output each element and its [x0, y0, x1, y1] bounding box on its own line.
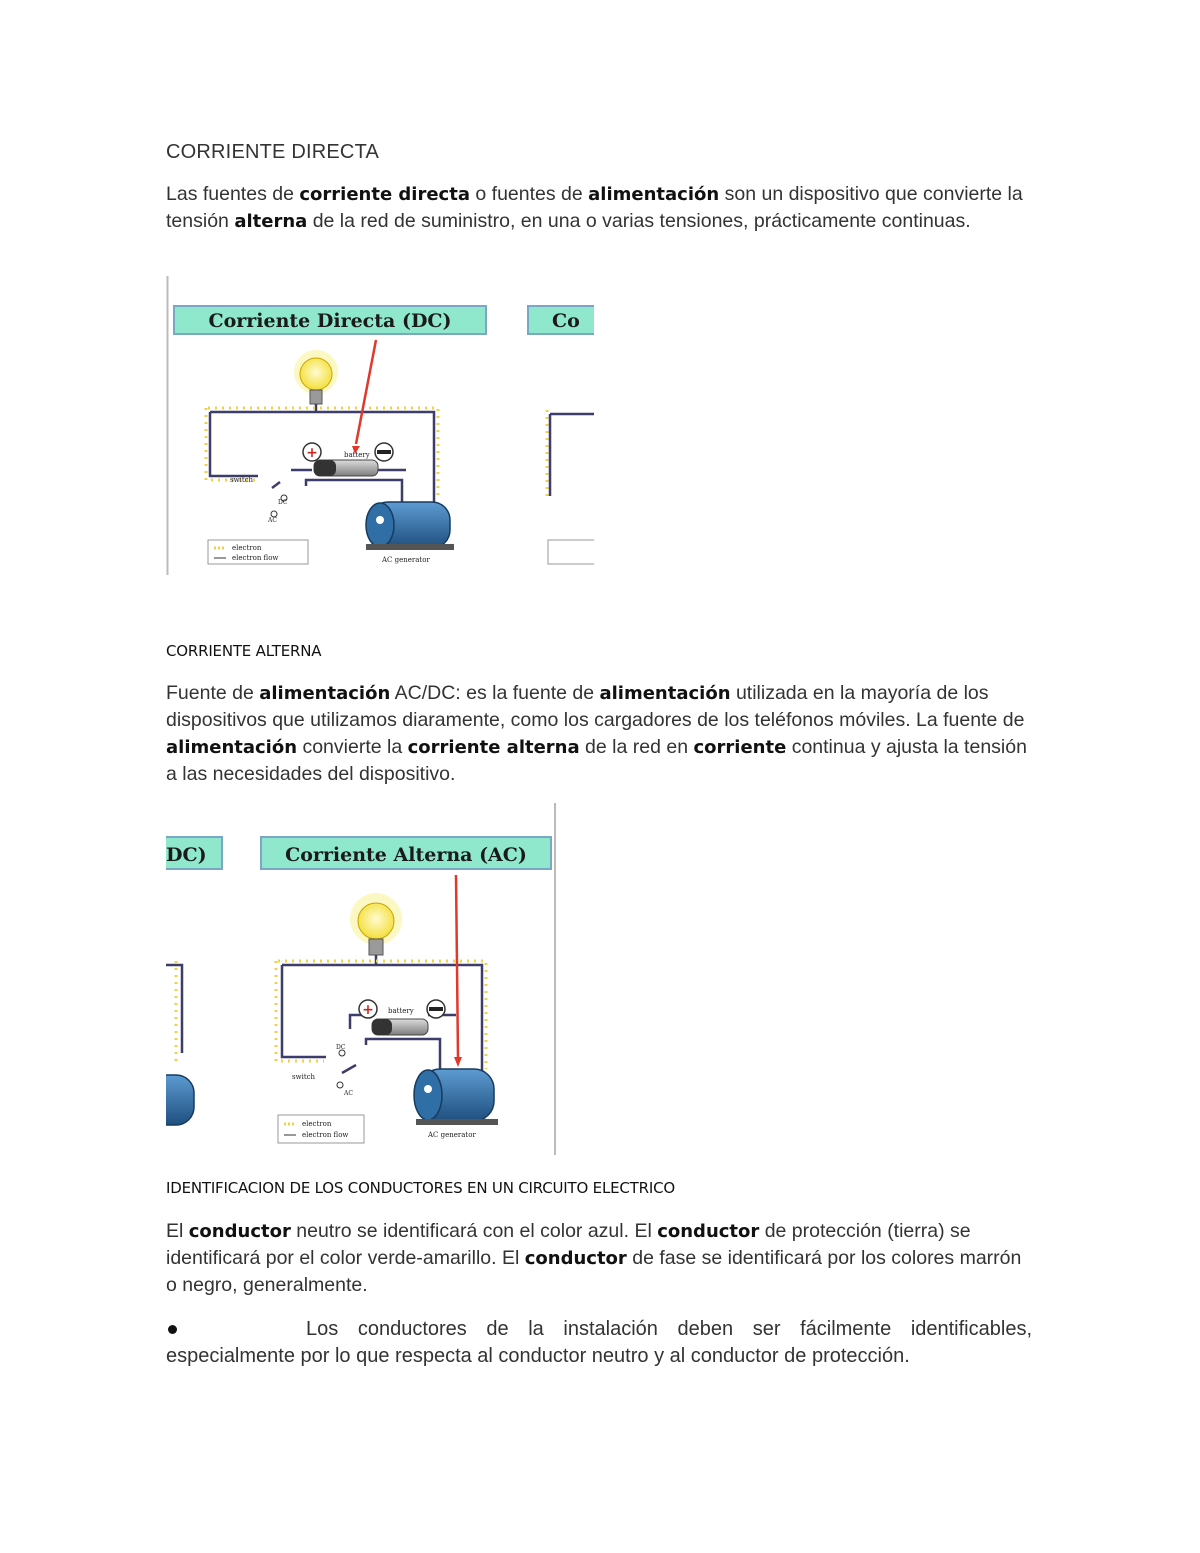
paragraph-conductors [166, 1218, 1036, 1299]
svg-text:electron flow: electron flow [232, 554, 279, 562]
bold-term: conductor [657, 1221, 760, 1242]
lightbulb-icon [294, 350, 338, 404]
bold-term: alimentación [259, 683, 391, 704]
text-run: son un dispositivo que convierte la tensión [166, 183, 1023, 232]
text-run: utilizada en la mayoría de los dispositivos que utilizamos diaramente, como los cargadores de los teléfonos móviles. La fuente de [166, 682, 1025, 731]
svg-text:electron: electron [302, 1120, 332, 1128]
svg-text:AC: AC [268, 517, 277, 524]
cut-panel [166, 961, 194, 1125]
generator-icon [366, 502, 454, 564]
section-title-ac: CORRIENTE ALTERNA [166, 642, 322, 660]
bold-term: corriente [693, 737, 787, 758]
arrow-indicator [352, 340, 376, 454]
text-run: Fuente de [166, 682, 260, 704]
paragraph-ac [166, 680, 1036, 788]
banner-ac-cut [528, 306, 594, 334]
generator-label: AC generator [428, 1131, 476, 1139]
bold-term: alimentación [599, 683, 731, 704]
bullet-item [166, 1316, 1032, 1370]
text-run: de fase se identificará por los colores marrón o negro, generalmente. [166, 1247, 1022, 1296]
banner-ac [261, 837, 551, 869]
battery-label: battery [344, 451, 370, 459]
paragraph-dc [166, 181, 1036, 235]
figure-dc-circuit [166, 276, 594, 575]
svg-text:AC: AC [344, 1090, 353, 1097]
banner-dc-text: Corriente Directa (DC) [208, 310, 452, 332]
banner-dc-cut-text: DC) [166, 844, 207, 866]
text-run: de protección (tierra) se identificará por el color verde-amarillo. El [166, 1220, 971, 1269]
switch-label: switch [230, 476, 254, 484]
bold-term: alimentación [588, 184, 720, 205]
svg-text:electron flow: electron flow [302, 1131, 349, 1139]
text-run: El [166, 1220, 189, 1242]
svg-text:+: + [362, 1002, 374, 1018]
lightbulb-icon [350, 893, 402, 955]
generator-label: AC generator [382, 556, 430, 564]
figure-ac-circuit [166, 803, 558, 1155]
section-title-conductors: IDENTIFICACION DE LOS CONDUCTORES EN UN CIRCUITO ELECTRICO [166, 1179, 675, 1197]
text-run: o fuentes de [469, 183, 589, 205]
section-title-dc: CORRIENTE DIRECTA [166, 141, 380, 163]
text-run: de la red en [579, 736, 694, 758]
text-run: continua y ajusta la tensión a las necesidades del dispositivo. [166, 736, 1027, 785]
text-run: AC/DC: es la fuente de [390, 682, 600, 704]
circuit-wires [282, 955, 482, 1073]
ac-circuit-diagram [166, 803, 558, 1155]
circuit-wires [210, 404, 434, 508]
bold-term: corriente alterna [407, 737, 580, 758]
switch-label: switch [292, 1073, 316, 1081]
text-run: neutro se identificará con el color azul. El [290, 1220, 658, 1242]
svg-text:+: + [306, 445, 318, 461]
bold-term: conductor [524, 1248, 627, 1269]
dc-circuit-diagram [166, 276, 594, 575]
bold-term: corriente directa [299, 184, 470, 205]
text-run: convierte la [297, 736, 408, 758]
svg-text:DC: DC [336, 1044, 346, 1051]
svg-text:electron: electron [232, 544, 262, 552]
text-run: Las fuentes de [166, 183, 300, 205]
legend-box [208, 540, 308, 564]
generator-icon [414, 1069, 498, 1139]
banner-dc [174, 306, 486, 334]
text-run: de la red de suministro, en una o varias tensiones, prácticamente continuas. [307, 210, 971, 232]
bullet-text: Los conductores de la instalación deben ser fácilmente identificables, especialmente por lo que respecta al conductor neutro y al conductor de protección. [166, 1318, 1032, 1367]
banner-ac-cut-text: Co [552, 310, 580, 332]
legend-box [278, 1115, 364, 1143]
banner-dc-cut [166, 837, 222, 869]
cut-panel [547, 410, 594, 564]
svg-text:DC: DC [278, 499, 288, 506]
bullet-icon [166, 1316, 306, 1343]
bold-term: alimentación [166, 737, 298, 758]
battery-icon [359, 1000, 445, 1035]
banner-ac-text: Corriente Alterna (AC) [285, 844, 527, 866]
battery-label: battery [388, 1007, 414, 1015]
arrow-indicator [454, 875, 462, 1067]
bold-term: alterna [234, 211, 308, 232]
bold-term: conductor [188, 1221, 291, 1242]
